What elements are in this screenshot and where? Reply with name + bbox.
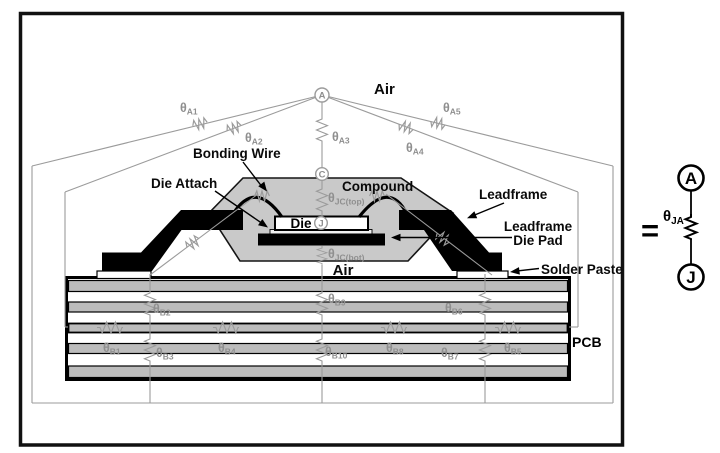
resistor-theta-ja: [686, 214, 697, 240]
leadframe-die-pad-label-1: Leadframe: [503, 219, 573, 234]
leadframe-lead-left: [102, 210, 243, 271]
leadframe-die-pad: [258, 234, 385, 246]
die-attach-label: Die Attach: [151, 176, 218, 191]
theta-b1-label: $\theta_{B1}$: [103, 341, 121, 357]
theta-a5-label: $\theta_{A5}$: [443, 101, 461, 117]
theta-b10-label: $\theta_{B10}$: [325, 345, 348, 361]
pcb-label: PCB: [572, 334, 602, 350]
die-label: Die: [290, 216, 312, 231]
node-j-label: J: [318, 218, 324, 230]
pcb-layer: [69, 344, 568, 354]
solder-paste-left: [97, 271, 151, 279]
theta-a1-label: $\theta_{A1}$: [180, 101, 198, 117]
pcb: [67, 278, 570, 380]
solder-paste-label: Solder Paste: [541, 262, 623, 277]
leadframe-arrowhead: [466, 211, 478, 222]
theta-ja-label: $\theta_{JA}$: [663, 208, 684, 227]
theta-a4-label: $\theta_{A4}$: [406, 141, 424, 157]
theta-b3-label: $\theta_{B3}$: [156, 346, 174, 362]
pcb-layer: [69, 366, 568, 378]
network-line: [322, 95, 613, 166]
theta-jc-bot-label: $\theta_{JC(bot)}$: [328, 247, 365, 263]
air-top-label: Air: [374, 81, 395, 98]
leadframe-die-pad-label-2: Die Pad: [513, 233, 563, 248]
compound-label: Compound: [342, 179, 414, 194]
air-mid-label: Air: [332, 262, 354, 279]
equals-sign: =: [640, 213, 660, 248]
equivalent-circuit: [641, 166, 704, 290]
equivalent-node-a-label: A: [684, 169, 698, 188]
theta-b2-label: $\theta_{B2}$: [153, 302, 171, 318]
theta-b8-label: $\theta_{B8}$: [386, 341, 404, 357]
equivalent-node-j-label: J: [686, 268, 696, 287]
theta-a2-label: $\theta_{A2}$: [245, 131, 263, 147]
solder-paste-right: [457, 271, 508, 279]
solder-paste-arrowhead: [510, 267, 520, 276]
leadframe-label: Leadframe: [479, 187, 548, 202]
bonding-wire-label: Bonding Wire: [193, 146, 281, 161]
theta-b6-label: $\theta_{B6}$: [445, 301, 463, 317]
pcb-trace-layer: [69, 324, 568, 333]
theta-b7-label: $\theta_{B7}$: [441, 346, 459, 362]
node-c-label: C: [318, 169, 326, 181]
leadframe-arrow: [471, 203, 504, 217]
resistor-theta-a3: [317, 116, 328, 142]
theta-jc-top-label: $\theta_{JC(top)}$: [328, 191, 365, 207]
theta-b4-label: $\theta_{B4}$: [218, 341, 236, 357]
theta-b5-label: $\theta_{B5}$: [504, 341, 522, 357]
node-a-label: A: [318, 90, 326, 102]
theta-b9-label: $\theta_{B9}$: [328, 292, 346, 308]
resistor-theta-a1: [192, 117, 209, 130]
pcb-layer: [69, 281, 568, 292]
theta-a3-label: $\theta_{A3}$: [332, 130, 350, 146]
